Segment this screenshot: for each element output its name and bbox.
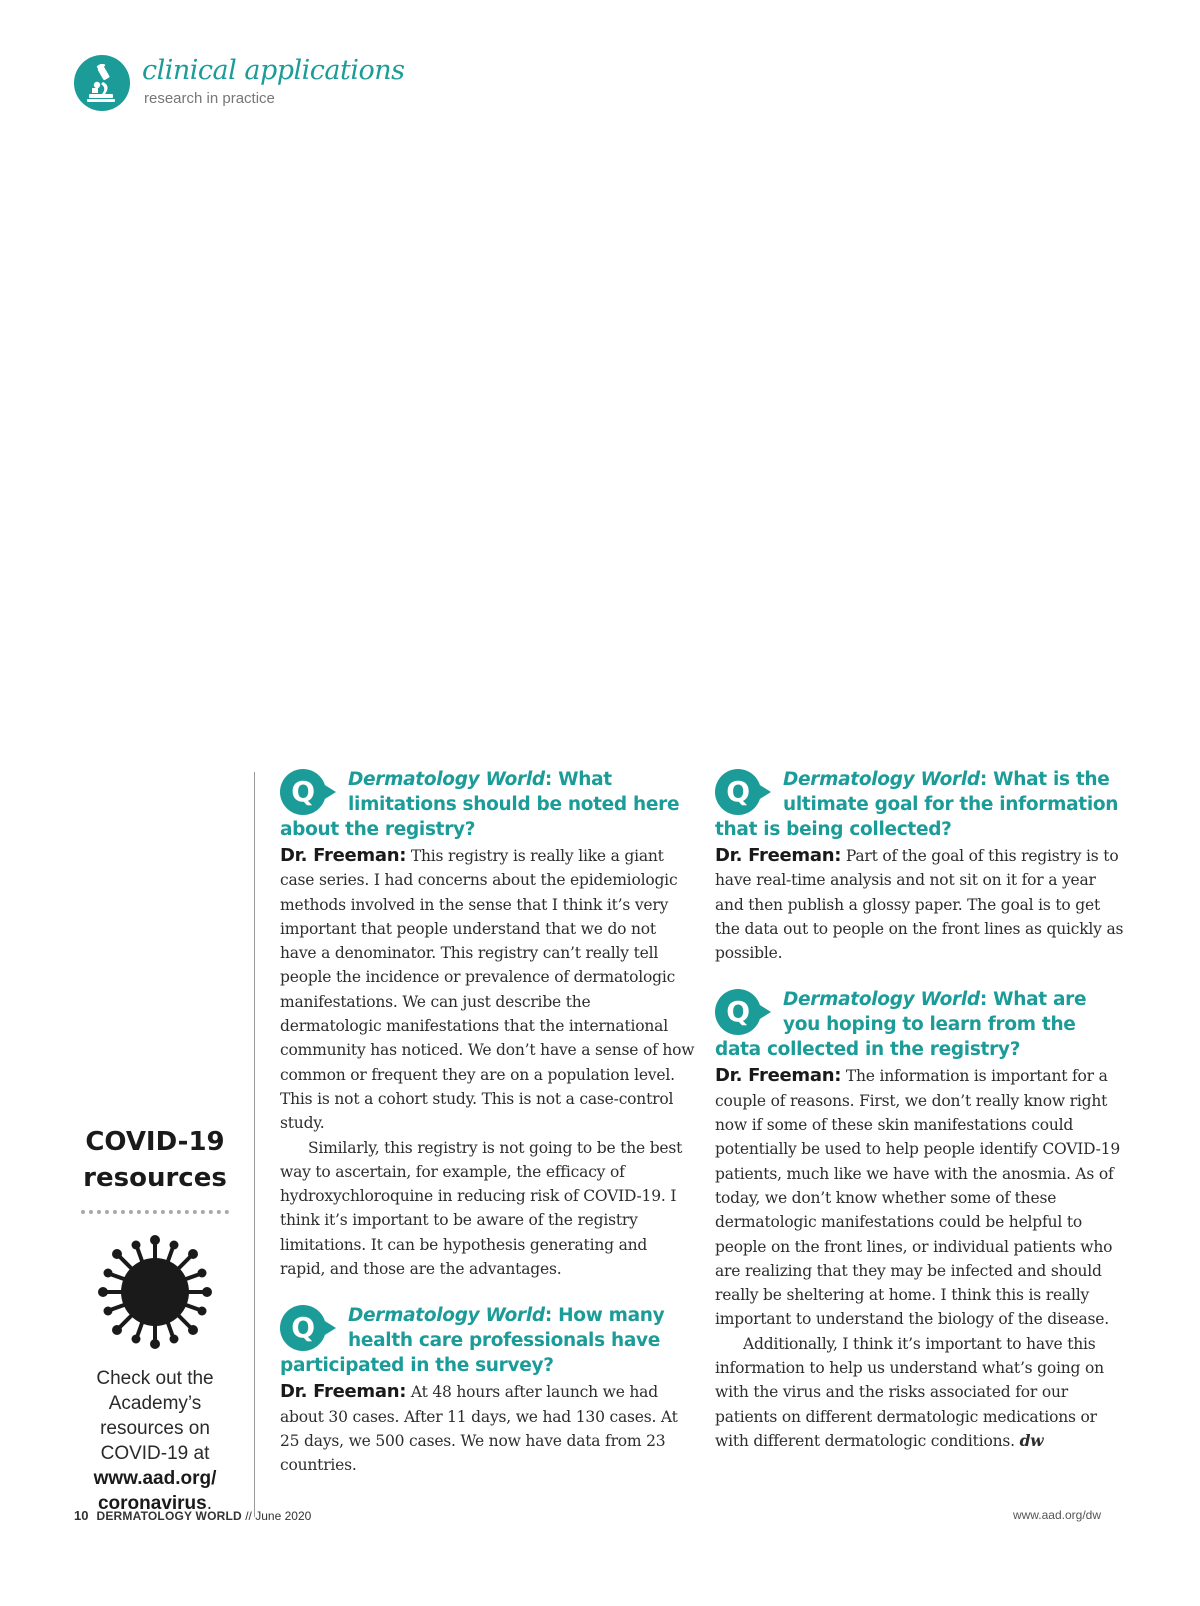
sidebar-period: .: [206, 1493, 213, 1514]
publication-name: Dermatology World: [783, 769, 980, 790]
answer: [280, 1380, 696, 1477]
sidebar-text: [78, 1366, 232, 1516]
answer-paragraph: This registry is really like a giant case series. I had concerns about the epidemiologic methods involved in the sense that I think it’s very important that people understand that we do not have a denominator. This registry can’t really tell people the incidence or prevalence of dermatologic manifestations. We can just describe the dermatologic manifestations that the international community has noticed. We don’t have a sense of how common or frequent they are on a population level. This is not a cohort study. This is not a case-control study.: [280, 847, 695, 1133]
section-subtitle: research in practice: [144, 90, 275, 107]
answer-paragraph: Additionally, I think it’s important to have this information to help us understand what’s going on with the virus and the risks associated for our patients on different dermatologic medications or with different dermatologic conditions.: [715, 1334, 1104, 1450]
publication-name: Dermatology World: [348, 1305, 545, 1327]
question: [715, 767, 1125, 842]
answer: [715, 1064, 1125, 1453]
question: [715, 987, 1125, 1062]
article-column-left: [280, 767, 696, 1500]
speaker-label: Dr. Freeman:: [280, 845, 407, 866]
magazine-name: DERMATOLOGY WORLD: [96, 1509, 242, 1523]
speaker-label: Dr. Freeman:: [280, 1381, 407, 1403]
question-badge-icon: Q: [715, 989, 777, 1037]
question-text: : What is the ultimate goal for the information that is being collected?: [715, 769, 1119, 840]
footer-folio: [74, 1508, 311, 1523]
publication-name: Dermatology World: [783, 989, 980, 1011]
sidebar-blurb: Check out the Academy’s resources on COVID-19 at: [96, 1368, 214, 1464]
resources-link[interactable]: www.aad.org/ coronavirus: [93, 1468, 217, 1514]
sidebar-title: COVID-19 resources: [83, 1127, 227, 1193]
speaker-label: Dr. Freeman:: [715, 1065, 842, 1087]
virus-icon: [95, 1232, 215, 1352]
answer: [280, 844, 696, 1281]
dotted-divider: [81, 1210, 229, 1214]
page-number: 10: [74, 1508, 89, 1523]
resources-sidebar: [78, 1124, 232, 1516]
question-badge-icon: Q: [715, 769, 777, 817]
footer-separator: //: [245, 1509, 252, 1523]
question-text: : What are you hoping to learn from the data collected in the registry?: [715, 989, 1087, 1061]
question: [280, 767, 696, 842]
speaker-label: Dr. Freeman:: [715, 845, 842, 866]
column-divider: [254, 772, 255, 1517]
answer-paragraph: At 48 hours after launch we had about 30 cases. After 11 days, we had 130 cases. At 25 days, we 500 cases. We now have data from 23 countries.: [280, 1383, 678, 1475]
qa-item: [280, 1303, 696, 1477]
question-text: : What limitations should be noted here about the registry?: [280, 769, 680, 840]
answer: [715, 844, 1125, 965]
answer-paragraph: Part of the goal of this registry is to have real-time analysis and not sit on it for a year and then publish a glossy paper. The goal is to get the data out to people on the front lines as quickly as possible.: [715, 847, 1124, 963]
question-text: : How many health care professionals have participated in the survey?: [280, 1305, 665, 1377]
qa-item: [715, 767, 1125, 965]
publication-name: Dermatology World: [348, 769, 545, 790]
issue-date: June 2020: [255, 1509, 312, 1523]
signoff: dw: [1019, 1430, 1044, 1450]
answer-paragraph: Similarly, this registry is not going to be the best way to ascertain, for example, the efficacy of hydroxychloroquine in reducing risk of COVID-19. I think it’s important to be aware of the registry limitations. It can be hypothesis generating and rapid, and those are the advantages.: [280, 1138, 683, 1279]
question-badge-icon: Q: [280, 1305, 342, 1353]
section-header: [74, 55, 474, 115]
qa-item: [280, 767, 696, 1281]
section-title: clinical applications: [142, 55, 405, 86]
footer-url[interactable]: www.aad.org/dw: [1012, 1508, 1101, 1522]
answer-paragraph: The information is important for a couple of reasons. First, we don’t really know right now if some of these skin manifestations could potentially be used to help people identify COVID-19 patients, much like we have with the anosmia. As of today, we don’t know whether some of these dermatologic manifestations could be helpful to people on the front lines, or individual patients who are realizing that they may be infected and should really be sheltering at home. I think this is really important to understand the biology of the disease.: [715, 1067, 1121, 1329]
article-column-right: [715, 767, 1125, 1475]
qa-item: [715, 987, 1125, 1453]
microscope-icon: [74, 55, 130, 111]
question-badge-icon: Q: [280, 769, 342, 817]
question: [280, 1303, 696, 1378]
